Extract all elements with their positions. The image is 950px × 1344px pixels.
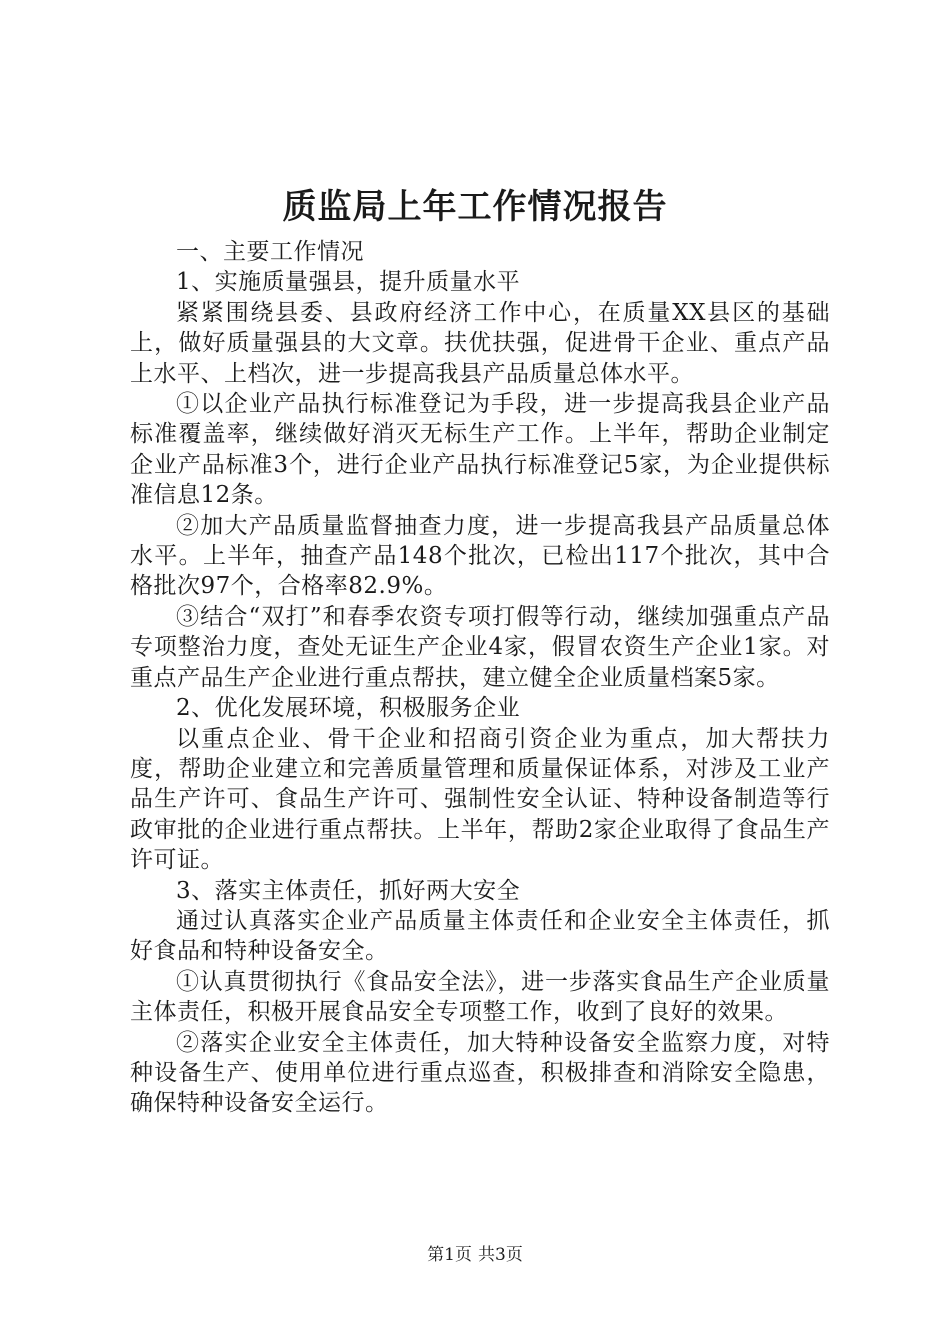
- document-body: [130, 237, 830, 1119]
- paragraph: 紧紧围绕县委、县政府经济工作中心，在质量XX县区的基础上，做好质量强县的大文章。扶优扶强，促进骨干企业、重点产品上水平、上档次，进一步提高我县产品质量总体水平。: [130, 299, 830, 387]
- subsection-heading: 2、优化发展环境，积极服务企业: [176, 695, 521, 722]
- paragraph: ①认真贯彻执行《食品安全法》，进一步落实食品生产企业质量主体责任，积极开展食品安全专项整工作，收到了良好的效果。: [130, 968, 830, 1026]
- paragraph: ②加大产品质量监督抽查力度，进一步提高我县产品质量总体水平。上半年，抽查产品148个批次，已检出117个批次，其中合格批次97个，合格率82.9%。: [130, 512, 830, 600]
- page-total: 共3页: [478, 1245, 523, 1265]
- page-footer: [0, 1243, 950, 1267]
- subsection-heading: 1、实施质量强县，提升质量水平: [176, 269, 521, 296]
- paragraph: ②落实企业安全主体责任，加大特种设备安全监察力度，对特种设备生产、使用单位进行重点巡查，积极排查和消除安全隐患，确保特种设备安全运行。: [130, 1029, 830, 1117]
- paragraph: ①以企业产品执行标准登记为手段，进一步提高我县企业产品标准覆盖率，继续做好消灭无标生产工作。上半年，帮助企业制定企业产品标准3个，进行企业产品执行标准登记5家，为企业提供标准信息12条。: [130, 391, 830, 509]
- section-heading: 一、主要工作情况: [176, 239, 364, 265]
- paragraph: ③结合“双打”和春季农资专项打假等行动，继续加强重点产品专项整治力度，查处无证生产企业4家，假冒农资生产企业1家。对重点产品生产企业进行重点帮扶，建立健全企业质量档案5家。: [130, 603, 830, 691]
- page-number: 第1页: [427, 1245, 472, 1265]
- document-title: 质监局上年工作情况报告: [282, 187, 668, 227]
- subsection-heading: 3、落实主体责任，抓好两大安全: [176, 877, 521, 904]
- paragraph: 通过认真落实企业产品质量主体责任和企业安全主体责任，抓好食品和特种设备安全。: [130, 907, 830, 965]
- paragraph: 以重点企业、骨干企业和招商引资企业为重点，加大帮扶力度，帮助企业建立和完善质量管理和质量保证体系，对涉及工业产品生产许可、食品生产许可、强制性安全认证、特种设备制造等行政审批的企业进行重点帮扶。上半年，帮助2家企业取得了食品生产许可证。: [130, 725, 830, 874]
